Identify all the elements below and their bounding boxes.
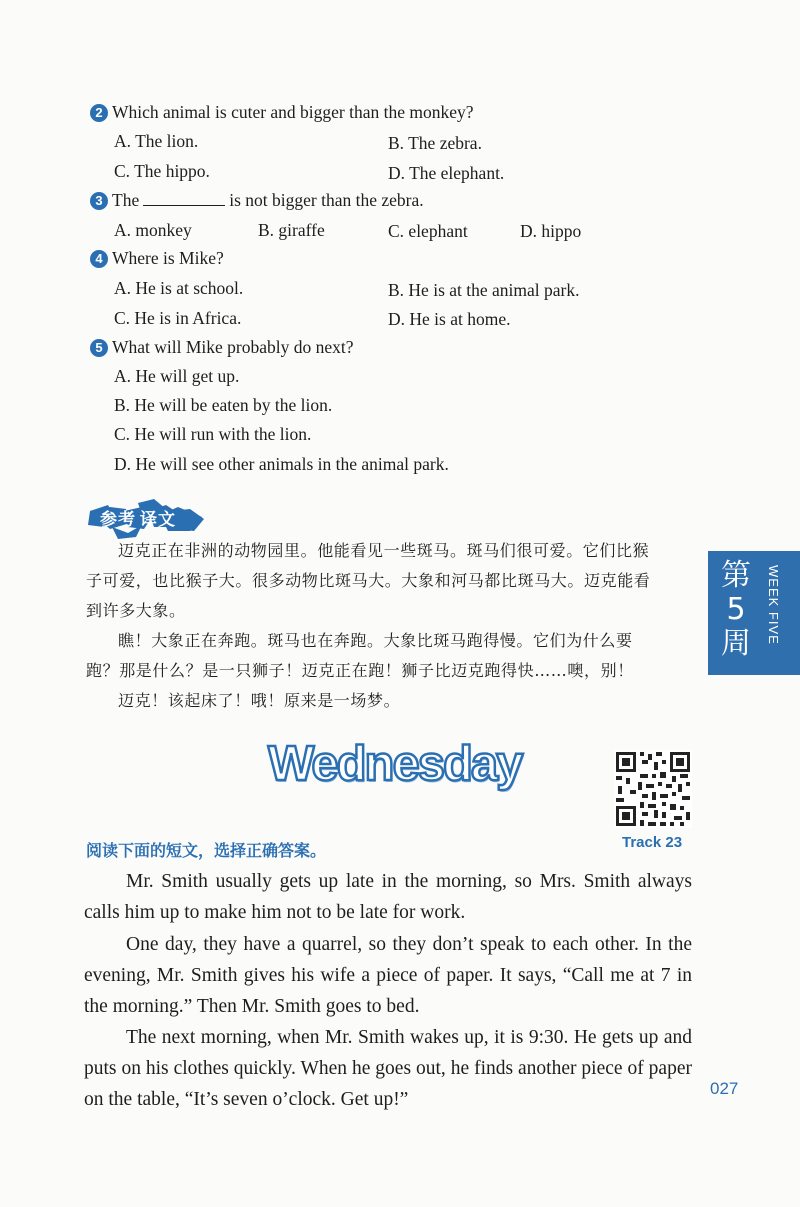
week-side-tab <box>708 551 800 675</box>
option-b: B. giraffe <box>258 220 325 240</box>
question-number-badge: 5 <box>90 339 108 357</box>
question-number-badge: 3 <box>90 192 108 210</box>
question-4-stem <box>90 247 224 269</box>
option-c: C. The hippo. <box>114 161 210 181</box>
instruction-text: 阅读下面的短文，选择正确答案。 <box>86 841 327 860</box>
badge-text: 参考 译文 <box>100 510 176 530</box>
option-d: D. He will see other animals in the animal park. <box>114 454 449 474</box>
question-text-continued: is not bigger than the zebra. <box>229 190 424 210</box>
page-number: 027 <box>710 1079 739 1098</box>
option-b: B. The zebra. <box>388 133 482 153</box>
track-label: Track 23 <box>622 834 683 851</box>
translation-line: 到许多大象。 <box>86 601 186 620</box>
option-b: B. He is at the animal park. <box>388 280 580 300</box>
answer-blank <box>143 191 225 206</box>
translation-line: 迈克正在非洲的动物园里。他能看见一些斑马。斑马们很可爱。它们比猴 <box>118 541 650 560</box>
option-b: B. He will be eaten by the lion. <box>114 395 333 415</box>
translation-line: 子可爱，也比猴子大。很多动物比斑马大。大象和河马都比斑马大。迈克能看 <box>86 571 651 590</box>
translation-line: 瞧！大象正在奔跑。斑马也在奔跑。大象比斑马跑得慢。它们为什么要 <box>118 631 633 650</box>
option-d: D. hippo <box>520 221 582 241</box>
option-d: D. The elephant. <box>388 163 505 183</box>
option-c: C. He is in Africa. <box>114 308 242 328</box>
question-number-badge: 4 <box>90 250 108 268</box>
option-d: D. He is at home. <box>388 309 511 329</box>
option-c: C. elephant <box>388 221 468 241</box>
passage-paragraph: One day, they have a quarrel, so they don’t speak to each other. In the evening, Mr. Smith gives his wife a piece of paper. It says, “Call me at 7 in the morning.” Then Mr. Smith goes to bed. <box>84 934 692 1017</box>
day-title: Wednesday <box>268 737 522 791</box>
question-number-badge: 2 <box>90 104 108 122</box>
question-3-stem <box>90 189 424 211</box>
passage-paragraph: The next morning, when Mr. Smith wakes up, it is 9:30. He gets up and puts on his clothes quickly. When he goes out, he finds another piece of paper on the table, “It’s seven o’clock. Get up!” <box>84 1027 692 1110</box>
reading-passage <box>84 866 692 1115</box>
option-a: A. He will get up. <box>114 366 240 386</box>
passage-paragraph: Mr. Smith usually gets up late in the morning, so Mrs. Smith always calls him up to make him not to be late for work. <box>84 871 692 923</box>
option-a: A. monkey <box>114 220 192 240</box>
qr-code-icon[interactable] <box>614 750 692 828</box>
option-a: A. He is at school. <box>114 278 244 298</box>
question-text: What will Mike probably do next? <box>112 337 354 357</box>
question-2-stem <box>90 101 474 123</box>
option-c: C. He will run with the lion. <box>114 424 312 444</box>
question-text: Which animal is cuter and bigger than the monkey? <box>112 102 474 122</box>
translation-line: 迈克！该起床了！哦！原来是一场梦。 <box>118 691 401 710</box>
question-5-stem <box>90 336 354 358</box>
question-text: The <box>112 190 140 210</box>
option-a: A. The lion. <box>114 131 199 151</box>
question-text: Where is Mike? <box>112 248 224 268</box>
translation-line: 跑？那是什么？是一只狮子！迈克正在跑！狮子比迈克跑得快……噢，别！ <box>86 661 634 680</box>
week-chinese-label: 第5周 <box>721 558 751 661</box>
week-english-label: WEEK FIVE <box>766 565 781 645</box>
